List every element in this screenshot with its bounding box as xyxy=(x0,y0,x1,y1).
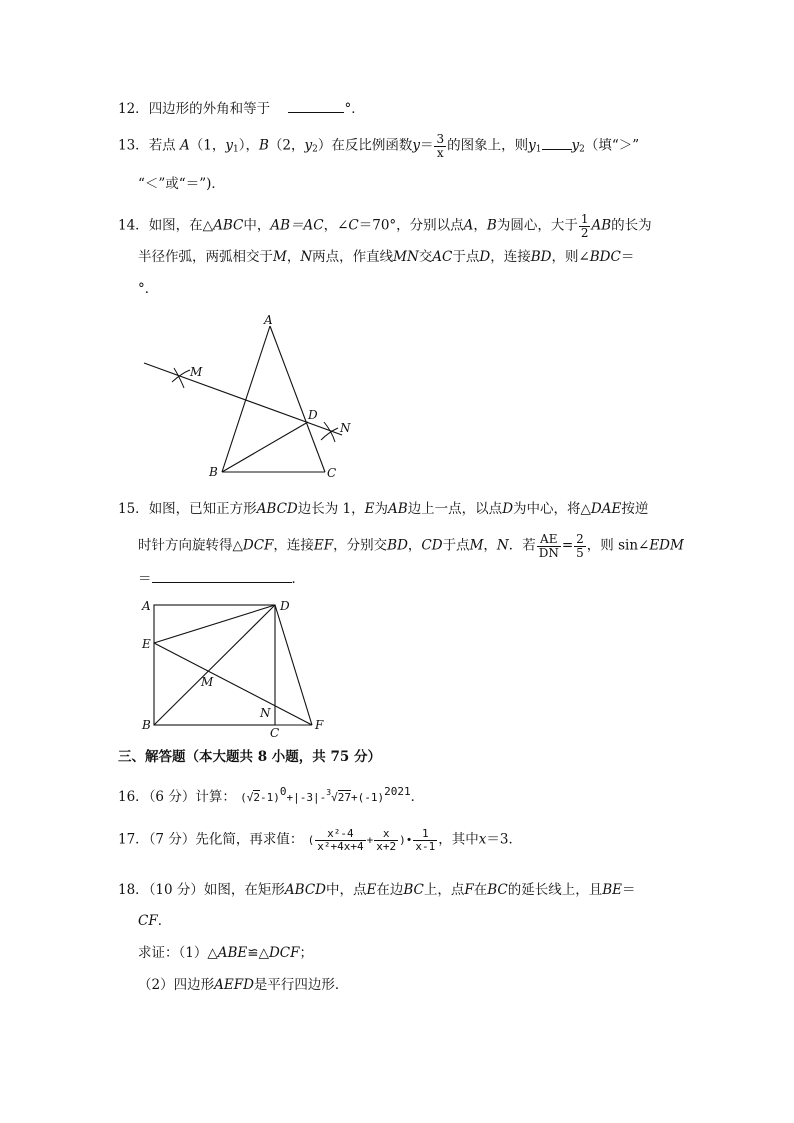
segment-de xyxy=(154,605,275,643)
numerator: 2 xyxy=(576,532,584,546)
fraction xyxy=(574,533,586,559)
numerator: 3 xyxy=(436,132,445,146)
text: 半径作弧，两弧相交于 xyxy=(138,249,273,265)
var: N xyxy=(300,249,313,265)
label-c: C xyxy=(327,466,337,480)
text: 是平行四边形． xyxy=(253,977,349,993)
text: （10 分）如图，在矩形 xyxy=(148,882,285,898)
fraction xyxy=(374,828,398,852)
text: 的长为 xyxy=(611,217,652,234)
arc-m1 xyxy=(174,368,184,388)
paren: ( xyxy=(307,833,315,847)
var: B xyxy=(486,217,497,234)
text: ＝ xyxy=(419,137,434,154)
var: y xyxy=(528,137,536,154)
denominator: 2 xyxy=(580,225,589,240)
triangle-figure xyxy=(138,310,368,485)
text: （2）四边形 xyxy=(138,977,215,993)
var: E xyxy=(364,501,375,517)
var: CD xyxy=(421,537,443,554)
var: AB xyxy=(591,217,612,234)
answer-blank[interactable] xyxy=(542,149,572,150)
text: 上，点 xyxy=(423,882,465,898)
label-m: M xyxy=(190,365,203,379)
var: BD xyxy=(387,537,408,554)
answer-blank[interactable] xyxy=(152,582,292,583)
denominator: x-1 xyxy=(415,839,436,853)
text: 两点，作直线 xyxy=(312,249,394,265)
text: 于点 xyxy=(442,537,470,554)
fraction xyxy=(537,533,561,559)
text: 为圆心，大于 xyxy=(496,217,578,234)
expr: +|-3|- xyxy=(286,791,327,804)
text: ，则∠ xyxy=(551,249,590,265)
denominator: x xyxy=(436,145,444,160)
var: F xyxy=(464,882,474,898)
question-tail: °． xyxy=(344,101,365,117)
superscript: 2021 xyxy=(384,785,411,798)
question-number: 14． xyxy=(118,217,149,234)
var: ABE xyxy=(217,945,248,961)
operator: + xyxy=(366,833,374,847)
subscript: 1 xyxy=(232,144,239,155)
text: ，∠ xyxy=(323,217,349,234)
question-14-line3: °． xyxy=(138,281,159,297)
text: ， xyxy=(473,217,487,234)
var: MN xyxy=(393,249,419,265)
sqrt-symbol: √2 xyxy=(246,791,260,804)
text: （填“＞” xyxy=(584,137,640,154)
cbrt-symbol: √27 xyxy=(331,791,351,804)
var: B xyxy=(258,137,269,154)
numerator: 1 xyxy=(413,828,437,841)
var: M xyxy=(273,249,287,265)
var: EDM xyxy=(649,537,684,554)
text: = xyxy=(561,537,574,554)
label-n: N xyxy=(340,421,351,435)
text: ，则 sin∠ xyxy=(586,537,650,554)
expr: ( xyxy=(240,791,247,804)
denominator: 5 xyxy=(576,545,584,560)
radicand: 27 xyxy=(337,791,351,804)
text: 在 xyxy=(473,882,488,898)
denominator: DN xyxy=(538,545,559,560)
text: 中， xyxy=(243,217,271,234)
var: D xyxy=(502,501,514,517)
question-number: 18． xyxy=(118,882,149,898)
var: ABC xyxy=(213,217,244,234)
numerator: 1 xyxy=(580,212,589,226)
side-ab xyxy=(222,326,270,472)
diagonal-bd xyxy=(154,605,275,725)
denominator: x+2 xyxy=(376,839,397,853)
denominator: x²+4x+4 xyxy=(317,839,364,853)
text: 在边 xyxy=(376,882,404,898)
text: 求证：（1）△ xyxy=(138,945,218,961)
label-d: D xyxy=(280,599,290,613)
text: 时针方向旋转得△ xyxy=(138,537,243,554)
label-f: F xyxy=(315,718,324,732)
var: A xyxy=(463,217,474,234)
question-18-line2 xyxy=(138,915,171,929)
question-18-proof-1 xyxy=(138,947,313,961)
text: 按逆 xyxy=(621,501,649,517)
var: C xyxy=(348,217,359,234)
question-13-line1 xyxy=(118,133,639,159)
text: ． xyxy=(291,571,305,587)
question-16 xyxy=(118,786,424,805)
text: ． xyxy=(157,913,172,929)
label-b: B xyxy=(142,718,151,732)
label-b: B xyxy=(209,465,218,479)
fraction xyxy=(579,213,591,239)
var: AB＝AC xyxy=(270,217,324,234)
var: BD xyxy=(530,249,552,265)
square-figure xyxy=(138,596,338,738)
question-number: 12． xyxy=(118,101,149,117)
question-number: 17． xyxy=(118,831,149,848)
text: ，分别交 xyxy=(333,537,388,554)
question-17 xyxy=(118,828,522,852)
var: AC xyxy=(432,249,453,265)
question-13-line2: “＜”或“＝”)． xyxy=(138,176,225,192)
text: 中，点 xyxy=(326,882,367,898)
var: y xyxy=(304,137,313,154)
var: CF xyxy=(138,913,158,929)
text: ．若 xyxy=(508,537,536,554)
paren: )• xyxy=(399,833,413,847)
var: BC xyxy=(403,882,424,898)
root-index: 3 xyxy=(326,788,332,797)
question-14-line2 xyxy=(138,251,634,265)
question-text: 四边形的外角和等于 xyxy=(148,101,271,117)
question-number: 16． xyxy=(118,789,149,805)
numerator: AE xyxy=(537,533,561,547)
text: （6 分）计算： xyxy=(148,789,236,805)
label-c: C xyxy=(270,726,280,738)
text: ≌△ xyxy=(247,945,269,961)
text: 边长为 1， xyxy=(297,501,365,517)
text: ＝70°，分别以点 xyxy=(358,217,464,234)
var: BE xyxy=(602,882,623,898)
subscript: 1 xyxy=(535,144,542,155)
question-14-line1 xyxy=(118,213,652,239)
question-18-proof-2 xyxy=(138,979,348,993)
var: ABCD xyxy=(256,501,298,517)
label-a: A xyxy=(142,599,151,613)
text: ． xyxy=(410,789,425,805)
question-15-line1 xyxy=(118,503,648,517)
question-12 xyxy=(118,103,365,117)
label-a: A xyxy=(264,313,273,327)
text: ， xyxy=(407,537,422,554)
expr: -1) xyxy=(260,791,280,804)
var: DCF xyxy=(268,945,300,961)
text: ）， xyxy=(238,137,259,154)
fraction xyxy=(413,828,437,852)
side-df xyxy=(275,605,312,725)
var: EF xyxy=(313,537,334,554)
text: ）在反比例函数 xyxy=(317,137,413,154)
text: ，其中 xyxy=(438,831,479,848)
var: D xyxy=(479,249,491,265)
text: ，连接 xyxy=(490,249,531,265)
label-e: E xyxy=(142,637,151,651)
text: 为中心，将△ xyxy=(513,501,591,517)
text: 交 xyxy=(418,249,433,265)
text: ＝ xyxy=(138,571,152,587)
text: ， xyxy=(286,249,301,265)
answer-blank[interactable] xyxy=(288,112,344,113)
question-18-line1 xyxy=(118,884,636,898)
subscript: 2 xyxy=(579,144,585,155)
expr: +(-1) xyxy=(350,791,385,804)
text: ＝3． xyxy=(486,831,522,848)
text: ； xyxy=(299,945,313,961)
line-mn xyxy=(144,363,342,435)
text: 如图，在△ xyxy=(148,217,214,234)
var: AEFD xyxy=(214,977,254,993)
var: y xyxy=(412,137,420,154)
text: 如图，已知正方形 xyxy=(148,501,257,517)
text: ＝ xyxy=(620,249,635,265)
segment-bd xyxy=(222,422,308,472)
subscript: 2 xyxy=(312,144,318,155)
var: ABCD xyxy=(284,882,326,898)
var: A xyxy=(179,137,190,154)
text: 于点 xyxy=(452,249,480,265)
text: 的图象上，则 xyxy=(447,137,529,154)
text: ， xyxy=(483,537,497,554)
numerator: x xyxy=(374,828,398,841)
radicand: 2 xyxy=(253,791,260,804)
label-m: M xyxy=(201,675,214,689)
var: x xyxy=(478,831,487,848)
var: BC xyxy=(487,882,508,898)
numerator: x²-4 xyxy=(315,828,365,841)
var: M xyxy=(469,537,484,554)
var: DAE xyxy=(590,501,622,517)
question-15-line2 xyxy=(138,533,684,559)
superscript: 0 xyxy=(279,785,287,798)
fraction xyxy=(434,133,446,159)
text: 为 xyxy=(374,501,389,517)
question-number: 13． xyxy=(118,137,149,154)
var: BDC xyxy=(589,249,621,265)
question-number: 15． xyxy=(118,501,149,517)
fraction xyxy=(315,828,365,852)
var: y xyxy=(571,137,580,154)
label-d: D xyxy=(308,408,318,422)
side-ac xyxy=(270,326,325,472)
var: AB xyxy=(388,501,408,517)
section-heading: 三、解答题（本大题共 8 小题，共 75 分） xyxy=(118,749,381,765)
text: （1， xyxy=(189,137,226,154)
text: （2， xyxy=(268,137,305,154)
text: 的延长线上，且 xyxy=(507,882,603,898)
var: y xyxy=(225,137,233,154)
var: E xyxy=(366,882,377,898)
var: DCF xyxy=(242,537,274,554)
label-n: N xyxy=(260,706,271,720)
var: N xyxy=(496,537,509,554)
text: （7 分）先化简，再求值： xyxy=(148,831,304,848)
question-15-line3 xyxy=(138,573,305,587)
text: ，连接 xyxy=(273,537,314,554)
text: 边上一点，以点 xyxy=(407,501,503,517)
text: ＝ xyxy=(622,882,636,898)
text: 若点 xyxy=(148,137,176,154)
segment-ef xyxy=(154,643,312,725)
